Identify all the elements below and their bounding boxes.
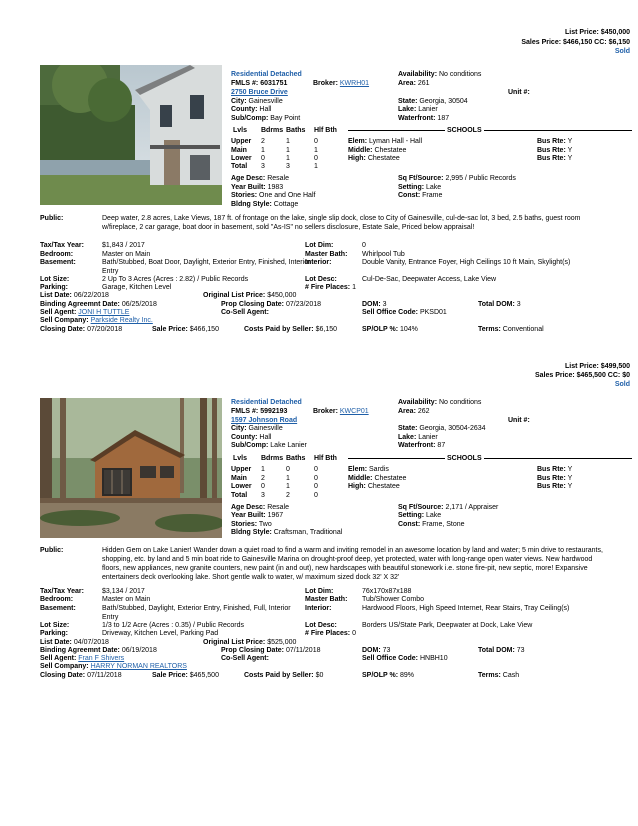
sp-olp-value: 104%	[400, 326, 418, 333]
bus-label: Bus Rte:	[537, 466, 566, 473]
rooms-header-bdrms: Bdrms	[261, 127, 284, 134]
costs-value: $0	[315, 672, 324, 679]
fireplaces-value: 0	[352, 630, 356, 637]
waterfront-value: 87	[437, 442, 446, 449]
listing-type: Residential Detached	[231, 71, 302, 78]
property-photo	[40, 398, 222, 538]
area-value: 262	[417, 408, 430, 415]
sell-office-label: Sell Office Code:	[362, 655, 419, 662]
const-value: Frame, Stone	[422, 521, 465, 528]
sale-price-value: $465,500	[189, 672, 219, 679]
room-ba: 1	[286, 138, 290, 145]
sales-price-line	[521, 38, 630, 47]
closing-label: Closing Date:	[40, 672, 86, 679]
status-badge: Sold	[614, 381, 630, 388]
lot-size-label: Lot Size:	[40, 622, 70, 629]
bldg-style-value: Craftsman, Traditional	[273, 529, 343, 536]
list-price-label: List Price:	[564, 363, 599, 370]
binding-value: 06/19/2018	[121, 647, 157, 654]
bus-label: Bus Rte:	[537, 475, 566, 482]
room-bd: 0	[261, 155, 265, 162]
school-name: Chestatee	[367, 483, 400, 490]
co-sell-label: Co-Sell Agent:	[221, 655, 269, 662]
cc-value: $6,150	[608, 39, 630, 46]
tax-label: Tax/Tax Year:	[40, 588, 84, 595]
master-bath-label: Master Bath:	[305, 596, 348, 603]
bus-value: Y	[567, 483, 573, 490]
fireplaces-label: # Fire Places:	[305, 630, 351, 637]
room-lvl: Main	[231, 147, 247, 154]
prop-closing-value: 07/23/2018	[285, 301, 322, 308]
bedroom-label: Bedroom:	[40, 251, 74, 258]
interior-value: Double Vanity, Entrance Foyer, High Ceilings 10 ft Main, Skylight(s)	[362, 259, 571, 266]
list-price-line	[565, 28, 630, 37]
costs-label: Costs Paid by Seller:	[244, 326, 314, 333]
broker-link[interactable]: KWRH01	[339, 80, 370, 87]
room-hb: 1	[314, 147, 318, 154]
orig-price-label: Original List Price:	[203, 292, 266, 299]
address-link[interactable]: 1597 Johnson Road	[231, 417, 298, 424]
lake-label: Lake:	[398, 106, 417, 113]
list-date-label: List Date:	[40, 292, 72, 299]
room-bd: 0	[261, 483, 265, 490]
sqft-label: Sq Ft/Source:	[398, 175, 444, 182]
broker-label: Broker:	[313, 80, 338, 87]
room-lvl: Lower	[231, 155, 252, 162]
rooms-header-lvls: Lvls	[233, 455, 248, 462]
parking-value: Driveway, Kitchen Level, Parking Pad	[102, 630, 219, 637]
year-built-value: 1967	[267, 512, 284, 519]
rooms-header-bdrms: Bdrms	[261, 455, 284, 462]
closing-value: 07/11/2018	[87, 672, 122, 679]
binding-value: 06/25/2018	[121, 301, 157, 308]
room-bd: 3	[261, 492, 265, 499]
school-name: Chestatee	[374, 147, 407, 154]
bedroom-label: Bedroom:	[40, 596, 74, 603]
room-bd: 2	[261, 475, 265, 482]
room-ba: 1	[286, 155, 290, 162]
room-bd: 1	[261, 147, 265, 154]
fireplaces-label: # Fire Places:	[305, 284, 351, 291]
room-lvl: Main	[231, 475, 247, 482]
room-hb: 0	[314, 475, 318, 482]
unit-label: Unit #:	[508, 89, 530, 96]
sell-company-label: Sell Company:	[40, 317, 89, 324]
year-built-label: Year Built:	[231, 184, 266, 191]
broker-link[interactable]: KWCP01	[339, 408, 369, 415]
city-value: Gainesville	[248, 98, 283, 105]
schools-rule	[348, 458, 632, 459]
basement-label: Basement:	[40, 259, 76, 266]
sell-company-label: Sell Company:	[40, 663, 89, 670]
bus-value: Y	[567, 138, 573, 145]
tax-value: $1,843 / 2017	[102, 242, 145, 249]
state-label: State:	[398, 98, 418, 105]
room-hb: 0	[314, 466, 318, 473]
school-label: High:	[348, 483, 366, 490]
const-value: Frame	[422, 192, 443, 199]
room-lvl: Upper	[231, 466, 252, 473]
prop-closing-value: 07/11/2018	[285, 647, 321, 654]
lake-label: Lake:	[398, 434, 417, 441]
room-ba: 1	[286, 483, 290, 490]
school-label: Elem:	[348, 138, 368, 145]
bus-label: Bus Rte:	[537, 155, 566, 162]
state-label: State:	[398, 425, 418, 432]
sell-office-label: Sell Office Code:	[362, 309, 419, 316]
subcomp-value: Lake Lanier	[270, 442, 307, 449]
terms-label: Terms:	[478, 326, 501, 333]
age-desc-label: Age Desc:	[231, 175, 266, 182]
bedroom-value: Master on Main	[102, 251, 151, 258]
sqft-value: 2,171 / Appraiser	[445, 504, 499, 511]
basement-value: Bath/Stubbed, Daylight, Exterior Entry, Finished, Full, Interior Entry	[102, 605, 291, 621]
city-label: City:	[231, 425, 247, 432]
lot-desc-value: Borders US/State Park, Deepwater at Dock, Lake View	[362, 622, 533, 629]
costs-value: $6,150	[315, 326, 338, 333]
school-name: Sardis	[369, 466, 389, 473]
room-lvl: Lower	[231, 483, 252, 490]
bus-value: Y	[567, 147, 573, 154]
setting-value: Lake	[426, 512, 442, 519]
parking-label: Parking:	[40, 630, 69, 637]
parking-value: Garage, Kitchen Level	[102, 284, 172, 291]
year-built-value: 1983	[267, 184, 284, 191]
status-badge: Sold	[614, 48, 630, 55]
fmls-value: 5992193	[260, 408, 288, 415]
setting-label: Setting:	[398, 512, 425, 519]
lot-dim-label: Lot Dim:	[305, 242, 334, 249]
schools-label: SCHOOLS	[447, 127, 482, 134]
state-value: Georgia, 30504-2634	[419, 425, 486, 432]
lake-value: Lanier	[418, 106, 438, 113]
cc-label: CC:	[594, 39, 607, 46]
rooms-header-baths: Baths	[286, 455, 306, 462]
closing-label: Closing Date:	[40, 326, 86, 333]
school-name: Lyman Hall - Hall	[369, 138, 423, 145]
list-date-value: 06/22/2018	[73, 292, 109, 299]
total-dom-value: 73	[516, 647, 525, 654]
room-ba: 1	[286, 147, 290, 154]
state-value: Georgia, 30504	[419, 98, 468, 105]
lot-desc-value: Cul-De-Sac, Deepwater Access, Lake View	[362, 276, 497, 283]
cc-label: CC:	[607, 372, 621, 379]
school-label: Middle:	[348, 475, 373, 482]
terms-label: Terms:	[478, 672, 501, 679]
fmls-value: 6031751	[260, 80, 288, 87]
county-value: Hall	[259, 106, 272, 113]
waterfront-label: Waterfront:	[398, 115, 436, 122]
cc-value: $0	[622, 372, 630, 379]
stories-value: Two	[258, 521, 272, 528]
terms-value: Cash	[502, 672, 520, 679]
age-desc-value: Resale	[267, 175, 289, 182]
unit-label: Unit #:	[508, 417, 530, 424]
school-label: Middle:	[348, 147, 373, 154]
room-hb: 0	[314, 483, 318, 490]
setting-value: Lake	[426, 184, 442, 191]
prop-closing-label: Prop Closing Date:	[221, 301, 285, 308]
stories-value: One and One Half	[259, 192, 316, 199]
room-ba: 3	[286, 163, 290, 170]
fireplaces-value: 1	[352, 284, 356, 291]
master-bath-value: Whirlpool Tub	[362, 251, 405, 258]
lot-size-value: 1/3 to 1/2 Acre (Acres : 0.35) / Public Records	[102, 622, 245, 629]
tax-label: Tax/Tax Year:	[40, 242, 84, 249]
rooms-header	[233, 126, 247, 135]
sell-office-value: PKSD01	[419, 309, 447, 316]
room-hb: 0	[314, 492, 318, 499]
sales-price-value: $466,150	[563, 39, 593, 46]
county-label: County:	[231, 106, 258, 113]
const-label: Const:	[398, 192, 421, 199]
fmls-label: FMLS #:	[231, 408, 259, 415]
interior-value: Hardwood Floors, High Speed Internet, Rear Stairs, Tray Ceiling(s)	[362, 605, 570, 612]
subcomp-label: Sub/Comp:	[231, 442, 269, 449]
school-label: Elem:	[348, 466, 368, 473]
lot-dim-value: 76x170x87x188	[362, 588, 412, 595]
bus-value: Y	[567, 466, 573, 473]
school-label: High:	[348, 155, 366, 162]
public-remarks: Hidden Gem on Lake Lanier! Wander down a quiet road to find a warm and inviting remodel in an awesome location by land and water; 5 min drive to restaurants, shopping, etc. by land and 5 min boat ride to Gainesville Marina on drought-proof deep, yet protected, water with long-range open water views. New hardwood floors, new appliances, new granite counters, new paint (in and out), new hardscapes with beautiful stonework i.e. stone fire-pit, new septic, more! Expansive entertainers deck overlooking lake. Short gentle walk to water, w/ maximum sized dock 32' X 32'	[102, 547, 603, 581]
master-bath-value: Tub/Shower Combo	[362, 596, 424, 603]
age-desc-label: Age Desc:	[231, 504, 266, 511]
closing-value: 07/20/2018	[87, 326, 123, 333]
availability-label: Availability:	[398, 71, 438, 78]
sell-office-value: HNBH10	[419, 655, 448, 662]
room-ba: 2	[286, 492, 290, 499]
room-bd: 1	[261, 466, 265, 473]
lot-dim-value: 0	[362, 242, 366, 249]
costs-label: Costs Paid by Seller:	[244, 672, 314, 679]
lot-size-value: 2 Up To 3 Acres (Acres : 2.82) / Public Records	[102, 276, 249, 283]
lot-dim-label: Lot Dim:	[305, 588, 334, 595]
lake-value: Lanier	[418, 434, 438, 441]
bldg-style-value: Cottage	[273, 201, 299, 208]
parking-label: Parking:	[40, 284, 69, 291]
interior-label: Interior:	[305, 259, 332, 266]
year-built-label: Year Built:	[231, 512, 266, 519]
sp-olp-value: 89%	[400, 672, 415, 679]
sell-agent-label: Sell Agent:	[40, 309, 77, 316]
list-date-value: 04/07/2018	[73, 639, 109, 646]
co-sell-label: Co-Sell Agent:	[221, 309, 269, 316]
room-hb: 1	[314, 163, 318, 170]
schools-rule	[348, 130, 632, 131]
sale-price-value: $466,150	[189, 326, 219, 333]
sell-agent-label: Sell Agent:	[40, 655, 77, 662]
sell-company-link[interactable]: HARRY NORMAN REALTORS	[90, 663, 187, 670]
bus-value: Y	[567, 475, 573, 482]
availability-label: Availability:	[398, 399, 438, 406]
room-bd: 3	[261, 163, 265, 170]
availability-value: No conditions	[438, 399, 482, 406]
const-label: Const:	[398, 521, 421, 528]
public-remarks-label: Public:	[40, 547, 64, 554]
sell-company-link[interactable]: Parkside Realty Inc.	[90, 317, 153, 324]
rooms-header-hlfbth: Hlf Bth	[314, 127, 337, 134]
bus-value: Y	[567, 155, 573, 162]
basement-label: Basement:	[40, 605, 76, 612]
sale-price-label: Sale Price:	[152, 672, 188, 679]
sqft-label: Sq Ft/Source:	[398, 504, 444, 511]
binding-label: Binding Agreemnt Date:	[40, 301, 120, 308]
room-lvl: Total	[231, 492, 248, 499]
room-bd: 2	[261, 138, 265, 145]
orig-price-value: $525,000	[267, 639, 297, 646]
waterfront-label: Waterfront:	[398, 442, 436, 449]
school-name: Chestatee	[374, 475, 407, 482]
sales-price-value: $465,500	[576, 372, 606, 379]
sale-price-label: Sale Price:	[152, 326, 188, 333]
dom-label: DOM:	[362, 301, 381, 308]
subcomp-label: Sub/Comp:	[231, 115, 269, 122]
list-date-label: List Date:	[40, 639, 72, 646]
county-label: County:	[231, 434, 258, 441]
public-remarks: Deep water, 2.8 acres, Lake Views, 187 ft. of frontage on the lake, single slip dock, close to City of Gainesville, cul-de-sac lot, 3 bed, 2.5 baths, guest room w/fireplace, 2 car garage, boat door in basement, sold "As-IS" no sellers disclosure, Estate Sale, Priced below appraisal!	[102, 215, 581, 231]
public-remarks-label: Public:	[40, 215, 64, 222]
orig-price-value: $450,000	[267, 292, 297, 299]
city-label: City:	[231, 98, 247, 105]
lot-desc-label: Lot Desc:	[305, 622, 337, 629]
city-value: Gainesville	[248, 425, 283, 432]
room-lvl: Upper	[231, 138, 252, 145]
dom-label: DOM:	[362, 647, 381, 654]
tax-value: $3,134 / 2017	[102, 588, 145, 595]
schools-label: SCHOOLS	[447, 455, 482, 462]
list-price-value: $499,500	[600, 363, 630, 370]
master-bath-label: Master Bath:	[305, 251, 348, 258]
rooms-header-lvls: Lvls	[233, 127, 248, 134]
bldg-style-label: Bldng Style:	[231, 201, 272, 208]
room-lvl: Total	[231, 163, 248, 170]
bus-label: Bus Rte:	[537, 483, 566, 490]
room-hb: 0	[314, 138, 318, 145]
area-label: Area:	[398, 80, 416, 87]
bldg-style-label: Bldng Style:	[231, 529, 272, 536]
list-price-value: $450,000	[600, 29, 630, 36]
bus-label: Bus Rte:	[537, 147, 566, 154]
sp-olp-label: SP/OLP %:	[362, 326, 399, 333]
room-ba: 0	[286, 466, 290, 473]
availability-value: No conditions	[438, 71, 482, 78]
property-photo	[40, 65, 222, 205]
dom-value: 73	[382, 647, 391, 654]
sales-price-label: Sales Price:	[534, 372, 575, 379]
list-price-label: List Price:	[564, 29, 599, 36]
waterfront-value: 187	[437, 115, 450, 122]
lot-desc-label: Lot Desc:	[305, 276, 337, 283]
prop-closing-label: Prop Closing Date:	[221, 647, 285, 654]
stories-label: Stories:	[231, 192, 258, 199]
lot-size-label: Lot Size:	[40, 276, 70, 283]
sp-olp-label: SP/OLP %:	[362, 672, 399, 679]
sales-price-label: Sales Price:	[521, 39, 562, 46]
subcomp-value: Bay Point	[270, 115, 301, 122]
broker-label: Broker:	[313, 408, 338, 415]
bus-label: Bus Rte:	[537, 138, 566, 145]
county-value: Hall	[259, 434, 272, 441]
room-ba: 1	[286, 475, 290, 482]
interior-label: Interior:	[305, 605, 332, 612]
terms-value: Conventional	[502, 326, 544, 333]
binding-label: Binding Agreemnt Date:	[40, 647, 120, 654]
rooms-header-baths: Baths	[286, 127, 306, 134]
room-hb: 0	[314, 155, 318, 162]
total-dom-label: Total DOM:	[478, 647, 515, 654]
age-desc-value: Resale	[267, 504, 289, 511]
setting-label: Setting:	[398, 184, 425, 191]
address-link[interactable]: 2750 Bruce Drive	[231, 89, 288, 96]
bedroom-value: Master on Main	[102, 596, 151, 603]
listing-type: Residential Detached	[231, 399, 302, 406]
sqft-value: 2,995 / Public Records	[445, 175, 516, 182]
sell-agent-link[interactable]: JONI H TUTTLE	[78, 309, 130, 316]
area-label: Area:	[398, 408, 416, 415]
basement-value: Bath/Stubbed, Boat Door, Daylight, Exterior Entry, Finished, Interior Entry	[102, 259, 311, 275]
stories-label: Stories:	[231, 521, 258, 528]
school-name: Chestatee	[367, 155, 400, 162]
total-dom-label: Total DOM:	[478, 301, 515, 308]
dom-value: 3	[382, 301, 387, 308]
rooms-header-hlfbth: Hlf Bth	[314, 455, 337, 462]
total-dom-value: 3	[516, 301, 521, 308]
area-value: 261	[417, 80, 430, 87]
orig-price-label: Original List Price:	[203, 639, 266, 646]
fmls-label: FMLS #:	[231, 80, 259, 87]
sell-agent-link[interactable]: Fran F Shivers	[78, 655, 125, 662]
